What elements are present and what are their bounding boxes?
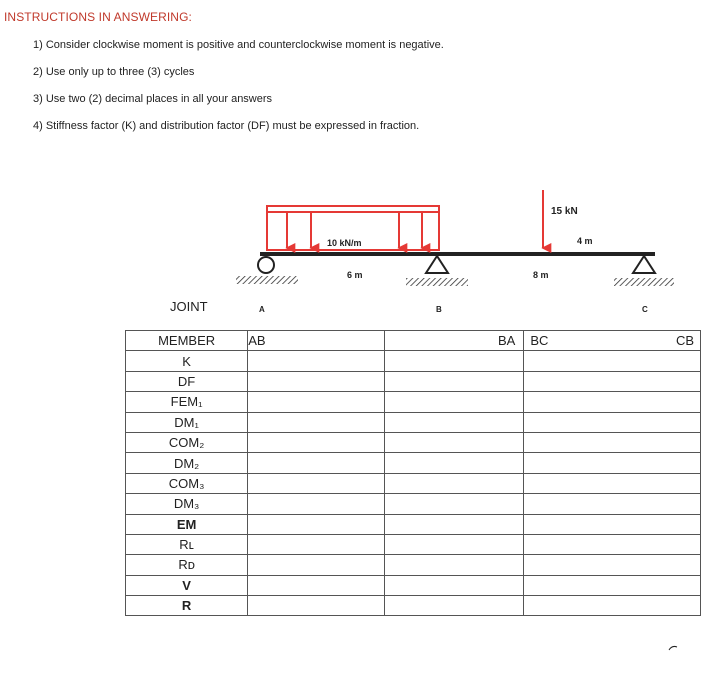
span-ab-label: 6 m: [347, 270, 363, 280]
answer-cell-ab[interactable]: [248, 432, 385, 452]
instruction-2: 2) Use only up to three (3) cycles: [33, 66, 195, 78]
row-label: FEM₁: [126, 392, 248, 412]
ground-c: [614, 278, 674, 286]
answer-cell-bc-cb[interactable]: [524, 392, 701, 412]
roller-support-a: [258, 257, 274, 273]
answer-cell-ba[interactable]: [385, 494, 524, 514]
ba-header: BA: [498, 333, 516, 349]
table-row: [126, 473, 701, 493]
seg-b-load-label: 8 m: [533, 270, 549, 280]
seg-load-c-label: 4 m: [577, 236, 593, 246]
row-label: DM₁: [126, 412, 248, 432]
answer-cell-ba[interactable]: [385, 351, 524, 371]
answer-cell-ba[interactable]: [385, 412, 524, 432]
answer-cell-bc-cb[interactable]: [524, 534, 701, 554]
joint-a-label: A: [259, 305, 265, 314]
answer-cell-ba[interactable]: [385, 596, 524, 616]
table-row: [126, 555, 701, 575]
ab-header: AB: [248, 331, 385, 351]
answer-cell-ab[interactable]: [248, 473, 385, 493]
answer-cell-ab[interactable]: [248, 392, 385, 412]
ground-b: [406, 278, 468, 286]
member-header: MEMBER: [126, 331, 248, 351]
table-row: [126, 514, 701, 534]
answer-cell-ba[interactable]: [385, 432, 524, 452]
joint-label: JOINT: [170, 299, 208, 314]
answer-cell-bc-cb[interactable]: [524, 412, 701, 432]
pin-support-b: [426, 256, 448, 273]
row-label: DM₃: [126, 494, 248, 514]
row-label: COM₂: [126, 432, 248, 452]
answer-cell-bc-cb[interactable]: [524, 371, 701, 391]
cb-header-cell: [524, 331, 701, 351]
answer-cell-bc-cb[interactable]: [524, 432, 701, 452]
answer-cell-bc-cb[interactable]: [524, 575, 701, 595]
row-label: R: [126, 596, 248, 616]
answer-cell-bc-cb[interactable]: [524, 514, 701, 534]
answer-cell-ab[interactable]: [248, 412, 385, 432]
answer-cell-ba[interactable]: [385, 534, 524, 554]
row-label: Rᴅ: [126, 555, 248, 575]
moment-distribution-table: [125, 330, 701, 616]
row-label: K: [126, 351, 248, 371]
table-row: [126, 534, 701, 554]
answer-cell-ba[interactable]: [385, 575, 524, 595]
instruction-3: 3) Use two (2) decimal places in all your answers: [33, 93, 273, 105]
joint-b-label: B: [436, 305, 442, 314]
instruction-4: 4) Stiffness factor (K) and distribution factor (DF) must be expressed in fraction.: [33, 120, 420, 132]
beam-diagram: [115, 168, 675, 298]
cb-header: CB: [675, 333, 694, 349]
udl-label: 10 kN/m: [327, 238, 362, 248]
row-label: V: [126, 575, 248, 595]
row-label: DF: [126, 371, 248, 391]
row-label: EM: [126, 514, 248, 534]
row-label: COM₃: [126, 473, 248, 493]
answer-cell-ba[interactable]: [385, 392, 524, 412]
answer-cell-ab[interactable]: [248, 351, 385, 371]
answer-cell-bc-cb[interactable]: [524, 494, 701, 514]
row-label: DM₂: [126, 453, 248, 473]
answer-cell-bc-cb[interactable]: [524, 555, 701, 575]
pin-support-c: [633, 256, 655, 273]
answer-cell-ab[interactable]: [248, 453, 385, 473]
answer-cell-ba[interactable]: [385, 514, 524, 534]
answer-cell-ab[interactable]: [248, 371, 385, 391]
instructions-heading: INSTRUCTIONS IN ANSWERING:: [4, 10, 192, 24]
instruction-1: 1) Consider clockwise moment is positive and counterclockwise moment is negative.: [33, 39, 444, 51]
answer-cell-bc-cb[interactable]: [524, 453, 701, 473]
bc-header: BC: [530, 333, 549, 349]
answer-cell-bc-cb[interactable]: [524, 351, 701, 371]
table-row: [126, 392, 701, 412]
table-row: [126, 432, 701, 452]
answer-cell-ba[interactable]: [385, 453, 524, 473]
answer-cell-ba[interactable]: [385, 473, 524, 493]
table-row: [126, 351, 701, 371]
answer-cell-ab[interactable]: [248, 596, 385, 616]
answer-cell-ba[interactable]: [385, 371, 524, 391]
table-row: [126, 412, 701, 432]
ground-a: [236, 276, 298, 284]
answer-cell-bc-cb[interactable]: [524, 596, 701, 616]
table-row: [126, 453, 701, 473]
table-row: [126, 371, 701, 391]
ba-bc-header-cell: [385, 331, 524, 351]
table-row: [126, 596, 701, 616]
point-load-label: 15 kN: [551, 206, 578, 217]
beam: [260, 252, 655, 256]
row-label: Rʟ: [126, 534, 248, 554]
answer-cell-ba[interactable]: [385, 555, 524, 575]
answer-cell-ab[interactable]: [248, 514, 385, 534]
answer-cell-ab[interactable]: [248, 555, 385, 575]
caret-mark: [668, 645, 678, 651]
table-row: [126, 575, 701, 595]
joint-c-label: C: [642, 305, 648, 314]
answer-cell-ab[interactable]: [248, 575, 385, 595]
table-row: [126, 494, 701, 514]
table-header-row: [126, 331, 701, 351]
answer-cell-bc-cb[interactable]: [524, 473, 701, 493]
answer-cell-ab[interactable]: [248, 534, 385, 554]
answer-cell-ab[interactable]: [248, 494, 385, 514]
